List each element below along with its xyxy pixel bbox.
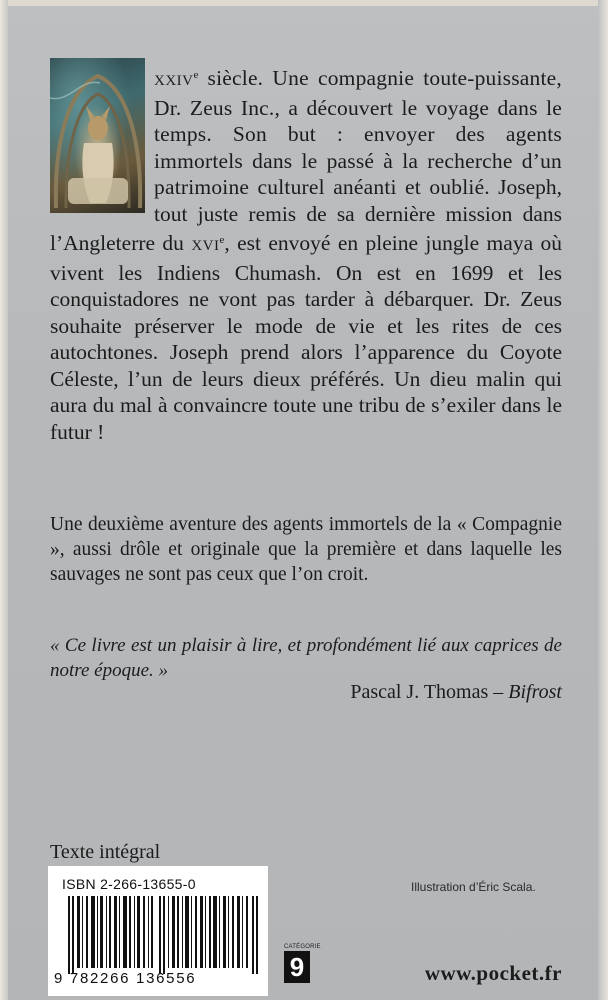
century-xxiv-sup: e bbox=[193, 69, 199, 81]
synopsis-joseph-a: Joseph, tout juste remis de sa dernière mission dans l’Angleterre du bbox=[50, 175, 562, 255]
century-xvi-sup: e bbox=[219, 234, 225, 246]
review-quote: « Ce livre est un plaisir à lire, et profondément lié aux caprices de notre époque. » bbox=[50, 635, 562, 681]
category-value: 9 bbox=[284, 951, 310, 983]
illustration-credit: Illustration d’Éric Scala. bbox=[411, 880, 536, 894]
publisher-website: www.pocket.fr bbox=[424, 961, 562, 985]
synopsis-paragraph bbox=[50, 62, 562, 445]
isbn-label: ISBN 2-266-13655-0 bbox=[62, 876, 196, 892]
review-dash: – bbox=[488, 681, 509, 703]
paper-edge-right bbox=[598, 0, 608, 1000]
barcode-icon bbox=[68, 896, 258, 974]
synopsis-intro: siècle. Une compagnie toute-puissante, Dr. Zeus Inc., a découvert le voyage dans le temps. Son but : envoyer des agents immortels dans le passé à la recherche d’un patrimoine culturel anéanti et oublié. bbox=[154, 66, 562, 199]
paper-edge-left bbox=[0, 0, 8, 1000]
category-badge bbox=[284, 944, 321, 983]
category-label: CATÉGORIE bbox=[284, 944, 321, 950]
series-paragraph: Une deuxième aventure des agents immortels de la « Compagnie », aussi drôle et originale que la première et dans laquelle les sauvages ne sont pas ceux que l’on croit. bbox=[50, 514, 562, 585]
review-source: Bifrost bbox=[508, 681, 562, 703]
texte-integral-label: Texte intégral bbox=[50, 841, 161, 863]
thumbnail-spacer bbox=[50, 62, 154, 218]
synopsis-joseph-b: , est envoyé en pleine jungle maya où vivent les Indiens Chumash. On est en 1699 et les conquistadores ne vont pas tarder à débarquer. Dr. Zeus souhaite préserver le mode de vie et les rites de ces autochtones. Joseph prend alors l’apparence du Coyote Céleste, l’un de leurs dieux préférés. Un dieu malin qui aura du mal à convaincre toute une tribu de s’exiler dans le futur ! bbox=[50, 231, 562, 444]
barcode-digits: 9 782266 136556 bbox=[54, 970, 197, 987]
century-xxiv: XXIV bbox=[154, 73, 194, 89]
review-attribution bbox=[350, 681, 562, 704]
century-xvi: XVI bbox=[191, 238, 220, 254]
barcode-panel bbox=[48, 866, 268, 996]
review-author: Pascal J. Thomas bbox=[350, 681, 489, 703]
paper-edge-top bbox=[0, 0, 608, 6]
